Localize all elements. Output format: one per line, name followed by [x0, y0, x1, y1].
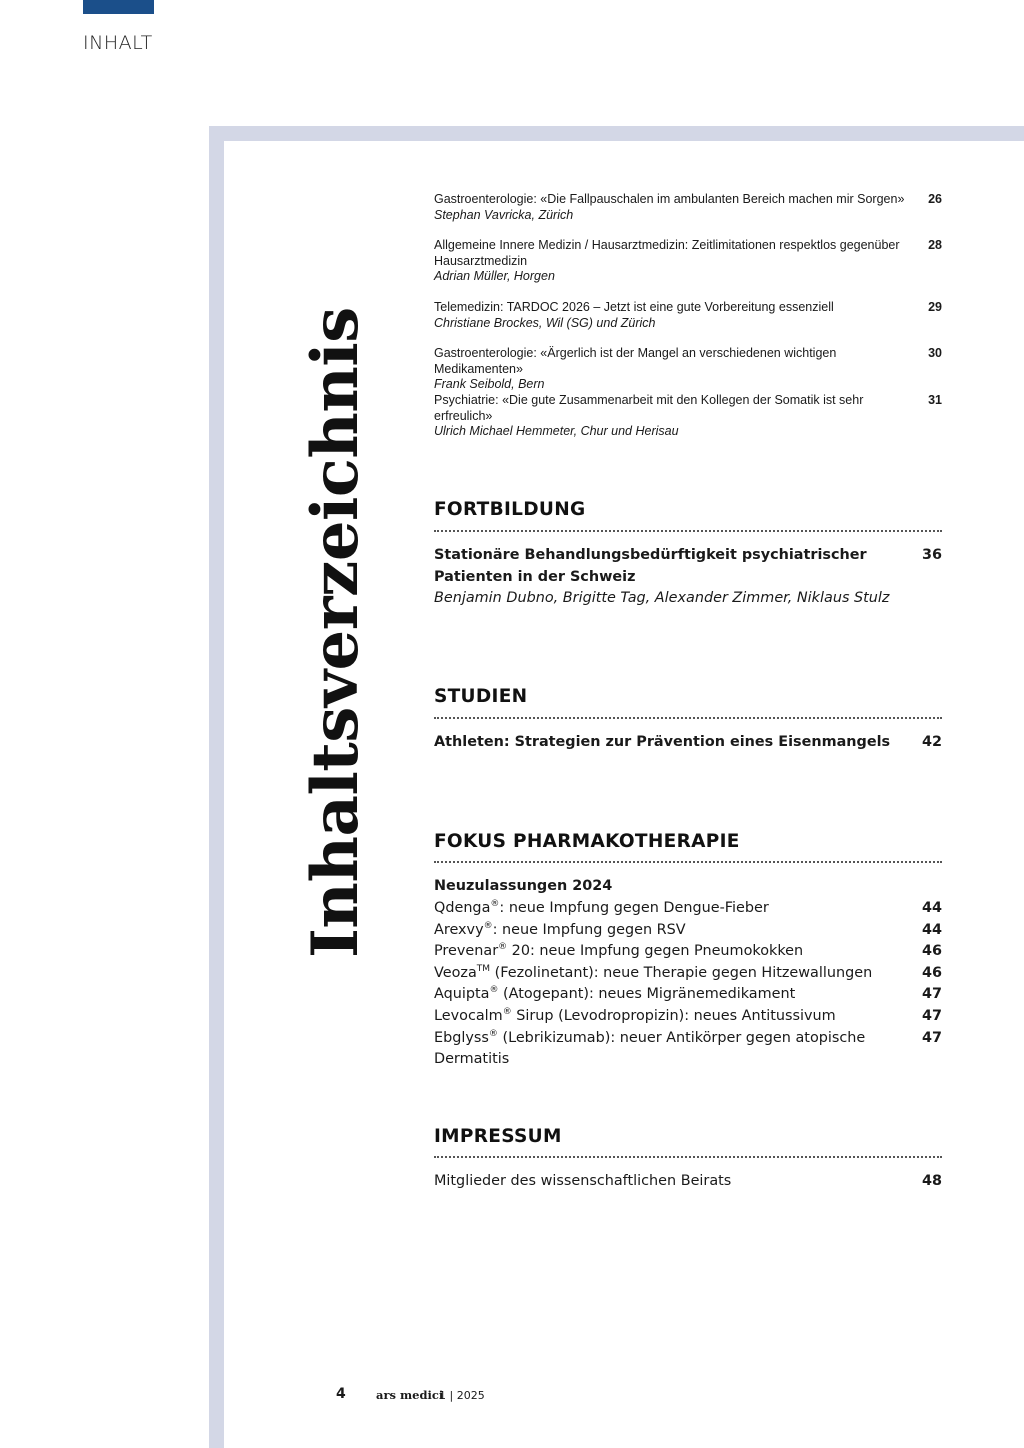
toc-entry-fokus[interactable]: [434, 963, 942, 985]
entry-author: Adrian Müller, Horgen: [434, 269, 555, 283]
trademark-mark: ®: [490, 899, 500, 910]
toc-entry[interactable]: [434, 346, 942, 393]
product-name: Ebglyss: [434, 1029, 489, 1046]
entry-description: (Fezolinetant): neue Therapie gegen Hitzewallungen: [490, 964, 873, 981]
entry-page: 30: [928, 346, 942, 360]
entry-author: Frank Seibold, Bern: [434, 377, 545, 391]
page-number: 4: [336, 1386, 346, 1402]
entry-description: : neue Impfung gegen Dengue-Fieber: [499, 900, 769, 916]
entry-title-line1: Stationäre Behandlungsbedürftigkeit psychiatrischer: [434, 547, 867, 563]
entry-description: : neue Impfung gegen RSV: [492, 921, 686, 938]
section-heading-fortbildung: FORTBILDUNG: [434, 499, 586, 520]
toc-entry-fokus[interactable]: [434, 898, 942, 920]
entry-title: [434, 898, 769, 920]
entry-page: 47: [921, 986, 942, 1003]
frame-left-border: [209, 126, 224, 1448]
product-name: Levocalm: [434, 1008, 503, 1024]
toc-entry-fortbildung[interactable]: [434, 545, 942, 610]
fokus-subheading-row: [434, 876, 942, 898]
trademark-mark: ®: [488, 1028, 498, 1039]
magazine-name: ars medici: [376, 1388, 444, 1402]
dotted-divider: [434, 861, 942, 863]
entry-page: 42: [921, 734, 942, 750]
toc-entry-fokus[interactable]: [434, 984, 942, 1006]
product-name: Arexvy: [434, 921, 484, 938]
fokus-subheading: Neuzulassungen 2024: [434, 878, 613, 894]
entry-page: 44: [921, 900, 942, 916]
toc-entry-fokus[interactable]: [434, 941, 942, 963]
top-accent-bar: [83, 0, 154, 14]
toc-entry-studien[interactable]: [434, 732, 942, 754]
toc-entry[interactable]: [434, 300, 942, 331]
entry-author: Christiane Brockes, Wil (SG) und Zürich: [434, 315, 656, 330]
entry-page: 28: [928, 238, 942, 252]
entry-title: [434, 941, 803, 963]
toc-entry[interactable]: [434, 192, 942, 223]
toc-entry[interactable]: [434, 238, 942, 285]
entry-title: Psychiatrie: «Die gute Zusammenarbeit mit den Kollegen der Somatik ist sehr erfreulich»: [434, 393, 864, 423]
entry-description: 20: neue Impfung gegen Pneumokokken: [507, 943, 804, 960]
entry-page: 46: [921, 943, 942, 960]
product-name: Veoza: [434, 964, 477, 981]
trademark-mark: ®: [502, 1007, 512, 1018]
section-heading-impressum: IMPRESSUM: [434, 1126, 562, 1147]
dotted-divider: [434, 717, 942, 719]
entry-page: 36: [921, 547, 942, 563]
entry-title: Athleten: Strategien zur Prävention eines Eisenmangels: [434, 734, 891, 750]
trademark-mark: TM: [476, 964, 491, 974]
trademark-mark: ®: [483, 920, 493, 931]
trademark-mark: ®: [498, 942, 508, 953]
page-footer: [336, 1386, 485, 1402]
trademark-mark: ®: [489, 985, 499, 996]
toc-entry[interactable]: [434, 393, 942, 440]
entry-title: [434, 963, 872, 985]
page-title: Inhaltsverzeichnis: [298, 307, 373, 958]
toc-entry-fokus[interactable]: [434, 1028, 942, 1071]
entry-page: 47: [921, 1008, 942, 1024]
entry-title: Gastroenterologie: «Ärgerlich ist der Mangel an verschiedenen wichtigen Medikamenten»: [434, 346, 837, 376]
toc-entry-fokus[interactable]: [434, 1006, 942, 1028]
dotted-divider: [434, 530, 942, 532]
product-name: Qdenga: [434, 900, 491, 916]
issue-label: 1 | 2025: [439, 1389, 485, 1402]
toc-entry-impressum[interactable]: [434, 1171, 942, 1193]
entry-title: Gastroenterologie: «Die Fallpauschalen im ambulanten Bereich machen mir Sorgen»: [434, 192, 905, 206]
entry-title-line2: Patienten in der Schweiz: [434, 568, 636, 585]
entry-page: 26: [928, 192, 942, 206]
entry-description: (Lebrikizumab): neuer Antikörper gegen atopische Dermatitis: [434, 1029, 866, 1068]
section-label: INHALT: [83, 32, 153, 54]
entry-author: Stephan Vavricka, Zürich: [434, 207, 574, 222]
entry-description: Sirup (Levodropropizin): neues Antitussivum: [511, 1008, 836, 1024]
entry-title: Allgemeine Innere Medizin / Hausarztmedizin: Zeitlimitationen respektlos gegenüber Hausarztmedizin: [434, 238, 900, 268]
product-name: Aquipta: [434, 986, 490, 1003]
section-heading-fokus: FOKUS PHARMAKOTHERAPIE: [434, 831, 740, 852]
entry-page: 31: [928, 393, 942, 407]
section-heading-studien: STUDIEN: [434, 686, 528, 707]
entry-authors: Benjamin Dubno, Brigitte Tag, Alexander Zimmer, Niklaus Stulz: [434, 590, 890, 607]
entry-page: 47: [921, 1029, 942, 1046]
entry-title: Mitglieder des wissenschaftlichen Beirats: [434, 1173, 732, 1189]
product-name: Prevenar: [434, 943, 499, 960]
entry-title: [434, 1028, 922, 1071]
entry-title: [434, 984, 795, 1006]
entry-title: [434, 920, 686, 942]
entry-description: (Atogepant): neues Migränemedikament: [498, 986, 796, 1003]
frame-top-border: [209, 126, 1024, 141]
entry-author: Ulrich Michael Hemmeter, Chur und Herisau: [434, 424, 679, 438]
entry-title: Telemedizin: TARDOC 2026 – Jetzt ist eine gute Vorbereitung essenziell: [434, 300, 834, 314]
dotted-divider: [434, 1156, 942, 1158]
entry-page: 44: [921, 921, 942, 938]
toc-entry-fokus[interactable]: [434, 920, 942, 942]
entry-page: 48: [921, 1173, 942, 1189]
entry-page: 46: [921, 964, 942, 981]
entry-title: [434, 1006, 836, 1028]
entry-page: 29: [928, 300, 942, 314]
